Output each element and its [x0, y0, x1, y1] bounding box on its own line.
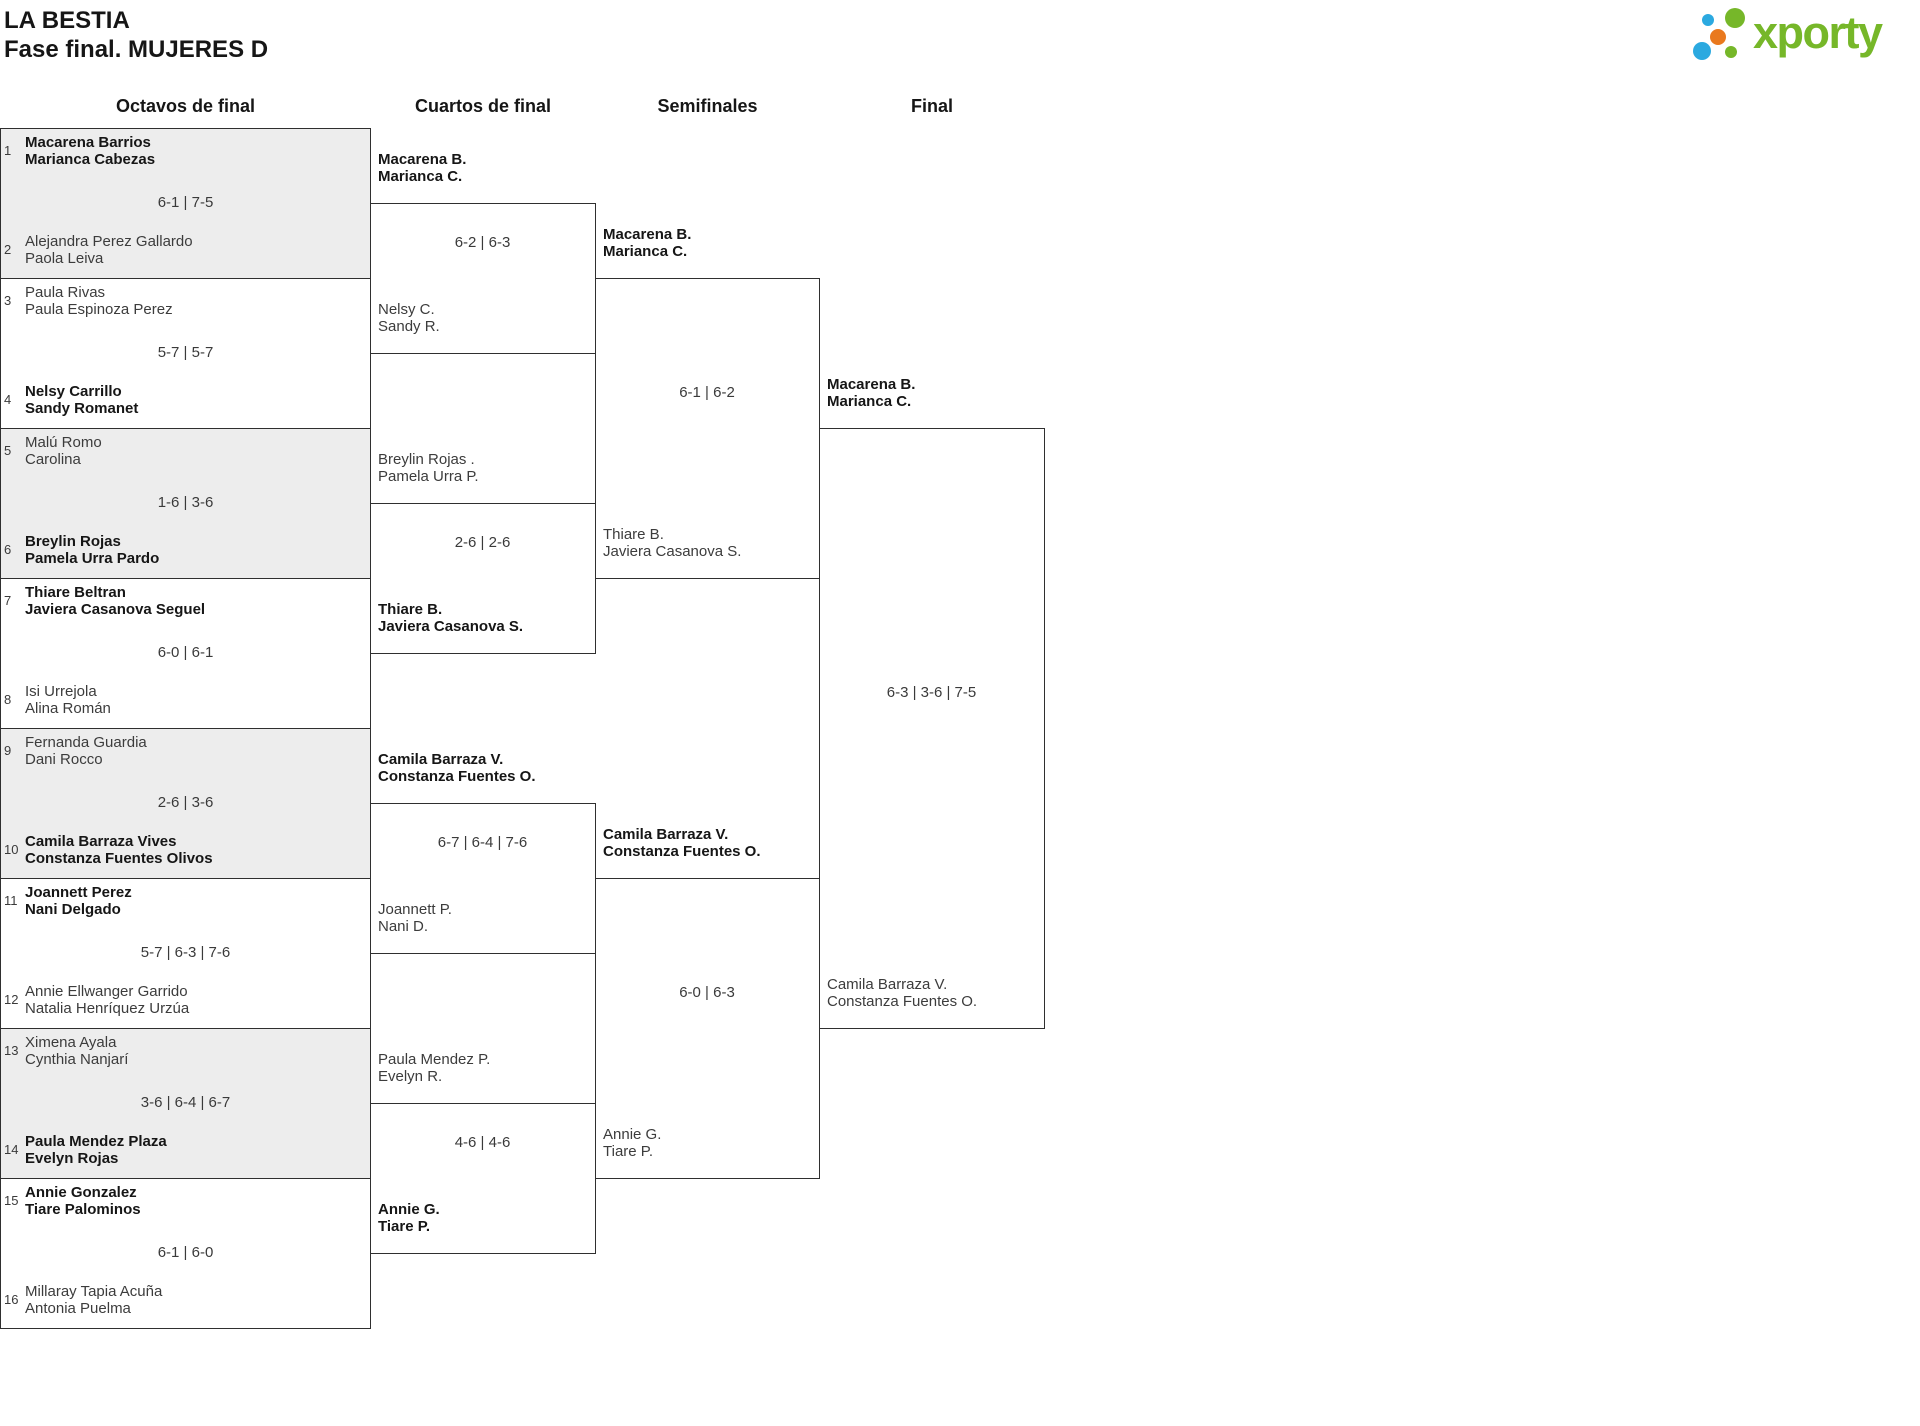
- team-name-line: Breylin Rojas: [25, 533, 121, 550]
- team-name-line: Evelyn Rojas: [25, 1150, 119, 1167]
- team-name-line: Alina Román: [25, 700, 111, 717]
- logo-dot-orange: [1710, 29, 1726, 45]
- team-octavos-2-top: [25, 284, 173, 318]
- match-score-octavos-1: 6-1 | 7-5: [157, 194, 214, 211]
- logo-dot-green-small: [1725, 46, 1737, 58]
- match-score-octavos-2: 5-7 | 5-7: [157, 344, 214, 361]
- logo-wordmark: xporty: [1753, 7, 1882, 58]
- team-name-line: Javiera Casanova S.: [378, 618, 524, 635]
- team-name-line: Macarena B.: [378, 151, 467, 168]
- team-name-line: Annie G.: [378, 1201, 440, 1218]
- team-name-line: Paula Mendez Plaza: [25, 1133, 167, 1150]
- team-semifinales-2-top: [603, 826, 761, 860]
- seed-number: 14: [4, 1142, 19, 1157]
- team-name-line: Macarena B.: [603, 226, 692, 243]
- team-name-line: Tiare P.: [378, 1218, 430, 1235]
- team-name-line: Sandy Romanet: [25, 400, 139, 417]
- team-name-line: Thiare B.: [603, 526, 664, 543]
- team-cuartos-3-bottom: [378, 901, 452, 935]
- team-name-line: Cynthia Nanjarí: [25, 1051, 129, 1068]
- team-name-line: Nelsy Carrillo: [25, 383, 122, 400]
- team-name-line: Joannett P.: [378, 901, 452, 918]
- seed-number: 2: [4, 242, 12, 257]
- team-name-line: Tiare Palominos: [25, 1201, 141, 1218]
- seed-number: 7: [4, 593, 12, 608]
- team-name-line: Fernanda Guardia: [25, 734, 147, 751]
- team-name-line: Annie Ellwanger Garrido: [25, 983, 188, 1000]
- seed-number: 16: [4, 1292, 19, 1307]
- team-octavos-8-top: [25, 1184, 141, 1218]
- logo-dot-blue-small: [1702, 14, 1714, 26]
- team-cuartos-1-top: [378, 151, 466, 185]
- team-name-line: Isi Urrejola: [25, 683, 97, 700]
- team-octavos-6-bottom: [25, 983, 189, 1017]
- team-name-line: Annie Gonzalez: [25, 1184, 137, 1201]
- team-name-line: Constanza Fuentes O.: [603, 843, 761, 860]
- match-score-octavos-3: 1-6 | 3-6: [157, 494, 214, 511]
- team-name-line: Ximena Ayala: [25, 1034, 117, 1051]
- team-octavos-3-bottom: [25, 533, 159, 567]
- team-final-1-top: [827, 376, 915, 410]
- xporty-logo[interactable]: [1690, 0, 1918, 72]
- team-name-line: Constanza Fuentes O.: [827, 993, 978, 1010]
- match-score-semifinales-2: 6-0 | 6-3: [679, 984, 735, 1001]
- team-name-line: Annie G.: [603, 1126, 662, 1143]
- round-header-octavos: Octavos de final: [115, 96, 256, 116]
- match-score-octavos-7: 3-6 | 6-4 | 6-7: [140, 1094, 231, 1111]
- team-octavos-8-bottom: [25, 1283, 162, 1317]
- tournament-title: LA BESTIA: [4, 7, 130, 34]
- logo-dot-blue-large: [1693, 42, 1711, 60]
- team-name-line: Breylin Rojas .: [378, 451, 475, 468]
- team-name-line: Carolina: [25, 451, 81, 468]
- team-cuartos-2-bottom: [378, 601, 523, 635]
- team-cuartos-4-bottom: [378, 1201, 440, 1235]
- team-name-line: Dani Rocco: [25, 751, 103, 768]
- team-cuartos-4-top: [378, 1051, 490, 1085]
- page-header: [4, 6, 268, 64]
- team-name-line: Antonia Puelma: [25, 1300, 131, 1317]
- team-name-line: Paula Mendez P.: [378, 1051, 491, 1068]
- seed-number: 3: [4, 293, 12, 308]
- match-score-cuartos-3: 6-7 | 6-4 | 7-6: [437, 834, 528, 851]
- team-octavos-7-bottom: [25, 1133, 167, 1167]
- match-box-final-1: [819, 428, 1045, 1029]
- team-name-line: Marianca C.: [827, 393, 912, 410]
- team-name-line: Alejandra Perez Gallardo: [25, 233, 193, 250]
- logo-dot-green-large: [1725, 8, 1745, 28]
- seed-number: 15: [4, 1193, 19, 1208]
- team-name-line: Paula Rivas: [25, 284, 106, 301]
- team-octavos-1-bottom: [25, 233, 193, 267]
- team-name-line: Pamela Urra P.: [378, 468, 479, 485]
- team-name-line: Malú Romo: [25, 434, 102, 451]
- team-name-line: Sandy R.: [378, 318, 440, 335]
- team-name-line: Macarena B.: [827, 376, 916, 393]
- team-name-line: Marianca C.: [603, 243, 688, 260]
- team-name-line: Paola Leiva: [25, 250, 104, 267]
- tournament-phase: Fase final. MUJERES D: [4, 36, 269, 63]
- round-header-final: Final: [910, 96, 953, 116]
- team-octavos-3-top: [25, 434, 102, 468]
- match-score-octavos-8: 6-1 | 6-0: [157, 1244, 214, 1261]
- team-name-line: Thiare Beltran: [25, 584, 126, 601]
- seed-number: 13: [4, 1043, 19, 1058]
- team-octavos-4-top: [25, 584, 205, 618]
- match-score-cuartos-4: 4-6 | 4-6: [454, 1134, 511, 1151]
- team-semifinales-1-top: [603, 226, 691, 260]
- team-name-line: Camila Barraza V.: [603, 826, 729, 843]
- team-name-line: Millaray Tapia Acuña: [25, 1283, 163, 1300]
- team-octavos-7-top: [25, 1034, 128, 1068]
- seed-number: 6: [4, 542, 12, 557]
- team-name-line: Camila Barraza Vives: [25, 833, 177, 850]
- seed-number: 11: [4, 893, 18, 908]
- team-name-line: Javiera Casanova Seguel: [25, 601, 206, 618]
- team-name-line: Joannett Perez: [25, 884, 132, 901]
- team-name-line: Macarena Barrios: [25, 134, 151, 151]
- team-name-line: Marianca Cabezas: [25, 151, 156, 168]
- seed-number: 1: [4, 143, 12, 158]
- team-octavos-6-top: [25, 884, 132, 918]
- team-name-line: Marianca C.: [378, 168, 463, 185]
- team-cuartos-3-top: [378, 751, 536, 785]
- match-score-cuartos-2: 2-6 | 2-6: [454, 534, 511, 551]
- team-octavos-4-bottom: [25, 683, 111, 717]
- team-name-line: Javiera Casanova S.: [603, 543, 742, 560]
- team-name-line: Thiare B.: [378, 601, 443, 618]
- team-name-line: Nelsy C.: [378, 301, 435, 318]
- match-score-cuartos-1: 6-2 | 6-3: [454, 234, 511, 251]
- team-octavos-5-bottom: [25, 833, 213, 867]
- team-name-line: Evelyn R.: [378, 1068, 443, 1085]
- seed-number: 5: [4, 443, 12, 458]
- round-header-cuartos: Cuartos de final: [414, 96, 552, 116]
- team-name-line: Natalia Henríquez Urzúa: [25, 1000, 190, 1017]
- team-name-line: Pamela Urra Pardo: [25, 550, 160, 567]
- team-cuartos-1-bottom: [378, 301, 440, 335]
- team-octavos-5-top: [25, 734, 147, 768]
- team-octavos-1-top: [25, 134, 155, 168]
- team-name-line: Nani D.: [378, 918, 429, 935]
- team-name-line: Tiare P.: [603, 1143, 654, 1160]
- match-score-octavos-6: 5-7 | 6-3 | 7-6: [140, 944, 231, 961]
- match-score-octavos-5: 2-6 | 3-6: [157, 794, 214, 811]
- match-score-semifinales-1: 6-1 | 6-2: [679, 384, 735, 401]
- team-name-line: Nani Delgado: [25, 901, 121, 918]
- seed-number: 10: [4, 842, 19, 857]
- team-name-line: Camila Barraza V.: [827, 976, 948, 993]
- team-semifinales-2-bottom: [603, 1126, 661, 1160]
- seed-number: 8: [4, 692, 12, 707]
- team-semifinales-1-bottom: [603, 526, 741, 560]
- seed-number: 4: [4, 392, 12, 407]
- team-name-line: Constanza Fuentes Olivos: [25, 850, 213, 867]
- round-header-semifinales: Semifinales: [657, 96, 758, 116]
- match-score-octavos-4: 6-0 | 6-1: [157, 644, 214, 661]
- team-name-line: Constanza Fuentes O.: [378, 768, 536, 785]
- seed-number: 12: [4, 992, 19, 1007]
- team-octavos-2-bottom: [25, 383, 138, 417]
- match-score-final-1: 6-3 | 3-6 | 7-5: [886, 684, 977, 701]
- team-name-line: Camila Barraza V.: [378, 751, 504, 768]
- team-name-line: Paula Espinoza Perez: [25, 301, 173, 318]
- seed-number: 9: [4, 743, 12, 758]
- team-cuartos-2-top: [378, 451, 479, 485]
- team-final-1-bottom: [827, 976, 977, 1010]
